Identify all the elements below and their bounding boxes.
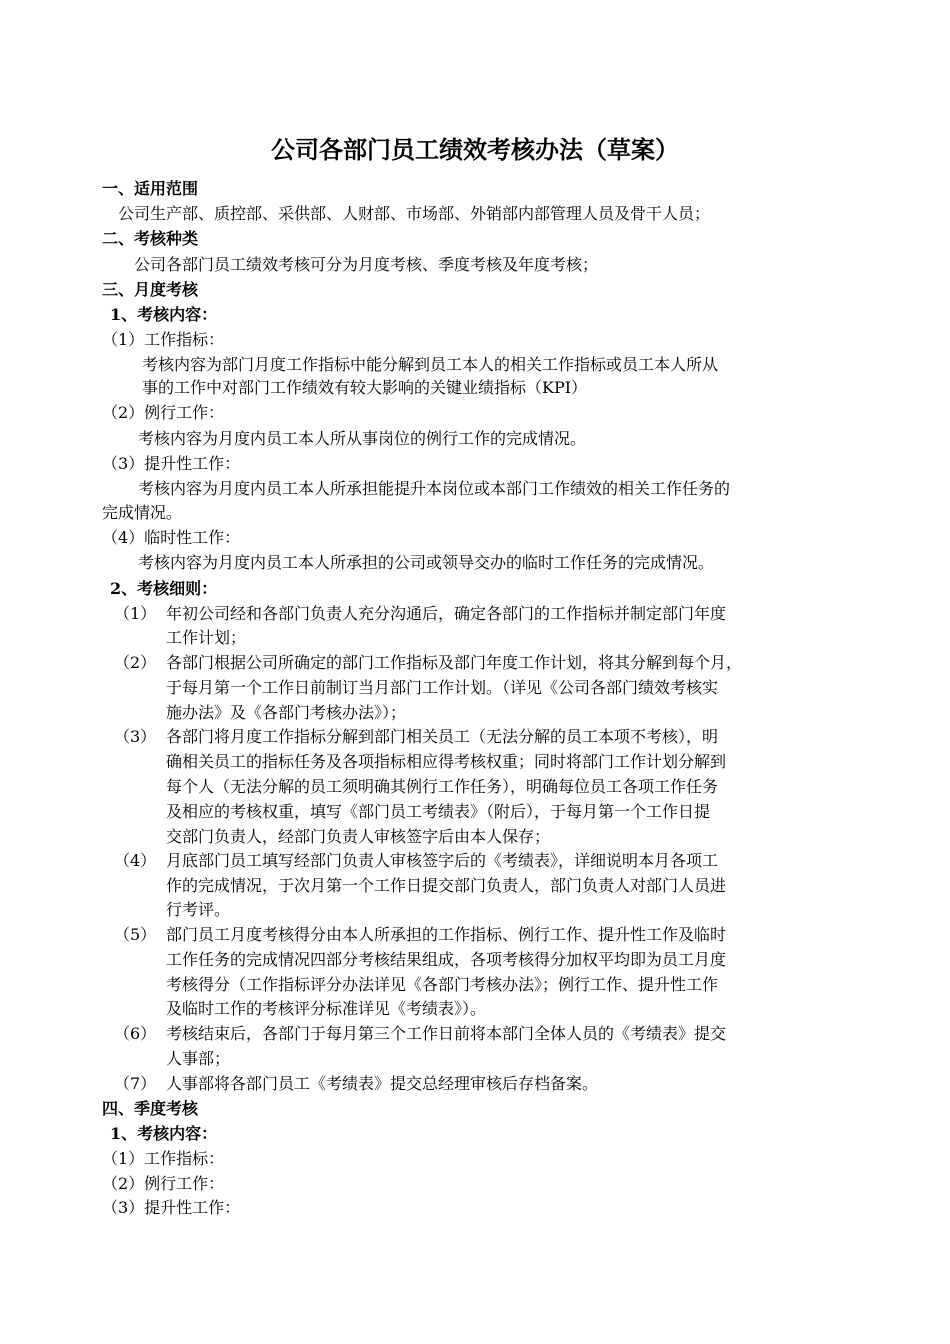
section-heading-scope: 一、适用范围: [102, 179, 199, 198]
item-text-line: 完成情况。: [102, 503, 183, 522]
monthly-rules-heading: 2、考核细则：: [110, 579, 218, 598]
section-heading-monthly: 三、月度考核: [102, 280, 199, 299]
rule-text-line: 各部门根据公司所确定的部门工作指标及部门年度工作计划，将其分解到每个月，: [166, 653, 743, 672]
monthly-content-heading: 1、考核内容：: [110, 305, 218, 324]
rule-text-line: 部门员工月度考核得分由本人所承担的工作指标、例行工作、提升性工作及临时: [166, 925, 727, 944]
rule-number: （6）: [114, 1024, 157, 1043]
rule-text-line: 各部门将月度工作指标分解到部门相关员工（无法分解的员工本项不考核），明: [166, 727, 719, 746]
types-text: 公司各部门员工绩效考核可分为月度考核、季度考核及年度考核；: [134, 255, 599, 274]
rule-text-line: 确相关员工的指标任务及各项指标相应得考核权重；同时将部门工作计划分解到: [166, 752, 727, 771]
rule-number: （1）: [114, 604, 157, 623]
rule-number: （7）: [114, 1074, 157, 1093]
item-label: （3）提升性工作：: [102, 1198, 241, 1217]
rule-text-line: 施办法》及《各部门考核办法》）；: [166, 703, 407, 722]
item-label: （2）例行工作：: [102, 403, 225, 422]
rule-text-line: 工作计划；: [166, 628, 247, 647]
item-label: （1）工作指标：: [102, 1149, 225, 1168]
rule-number: （2）: [114, 653, 157, 672]
item-text-line: 考核内容为部门月度工作指标中能分解到员工本人的相关工作指标或员工本人所从: [142, 355, 719, 374]
rule-text-line: 考核结束后，各部门于每月第三个工作日前将本部门全体人员的《考绩表》提交: [166, 1024, 727, 1043]
section-heading-types: 二、考核种类: [102, 229, 199, 248]
rule-text-line: 交部门负责人，经部门负责人审核签字后由本人保存；: [166, 827, 551, 846]
rule-text-line: 人事部；: [166, 1049, 231, 1068]
quarterly-content-heading: 1、考核内容：: [110, 1124, 218, 1143]
item-text-line: 事的工作中对部门工作绩效有较大影响的关键业绩指标（KPI）: [142, 378, 588, 397]
item-label: （2）例行工作：: [102, 1174, 225, 1193]
rule-text-line: 作的完成情况，于次月第一个工作日提交部门负责人，部门负责人对部门人员进: [166, 876, 727, 895]
rule-number: （3）: [114, 727, 157, 746]
item-label: （4）临时性工作：: [102, 528, 241, 547]
rule-text-line: 于每月第一个工作日前制订当月部门工作计划。（详见《公司各部门绩效考核实: [166, 678, 719, 697]
rule-text-line: 考核得分（工作指标评分办法详见《各部门考核办法》；例行工作、提升性工作: [166, 975, 719, 994]
section-heading-quarterly: 四、季度考核: [102, 1099, 199, 1118]
item-text-line: 考核内容为月度内员工本人所承担的公司或领导交办的临时工作任务的完成情况。: [138, 553, 715, 572]
rule-text-line: 行考评。: [166, 900, 231, 919]
rule-text-line: 及相应的考核权重，填写《部门员工考绩表》（附后），于每月第一个工作日提: [166, 802, 711, 821]
item-label: （1）工作指标：: [102, 330, 225, 349]
rule-number: （4）: [114, 851, 157, 870]
rule-text-line: 月底部门员工填写经部门负责人审核签字后的《考绩表》，详细说明本月各项工: [166, 851, 719, 870]
rule-text-line: 及临时工作的考核评分标准详见《考绩表》）。: [166, 999, 487, 1018]
rule-text-line: 每个人（无法分解的员工须明确其例行工作任务），明确每位员工各项工作任务: [166, 777, 719, 796]
document-title: 公司各部门员工绩效考核办法（草案）: [271, 136, 679, 164]
item-text-line: 考核内容为月度内员工本人所从事岗位的例行工作的完成情况。: [138, 429, 587, 448]
item-label: （3）提升性工作：: [102, 454, 241, 473]
rule-text-line: 人事部将各部门员工《考绩表》提交总经理审核后存档备案。: [166, 1074, 599, 1093]
scope-text: 公司生产部、质控部、采供部、人财部、市场部、外销部内部管理人员及骨干人员；: [118, 204, 711, 223]
item-text-line: 考核内容为月度内员工本人所承担能提升本岗位或本部门工作绩效的相关工作任务的: [138, 479, 731, 498]
rule-text-line: 年初公司经和各部门负责人充分沟通后，确定各部门的工作指标并制定部门年度: [166, 604, 727, 623]
rule-text-line: 工作任务的完成情况四部分考核结果组成，各项考核得分加权平均即为员工月度: [166, 950, 727, 969]
rule-number: （5）: [114, 925, 157, 944]
